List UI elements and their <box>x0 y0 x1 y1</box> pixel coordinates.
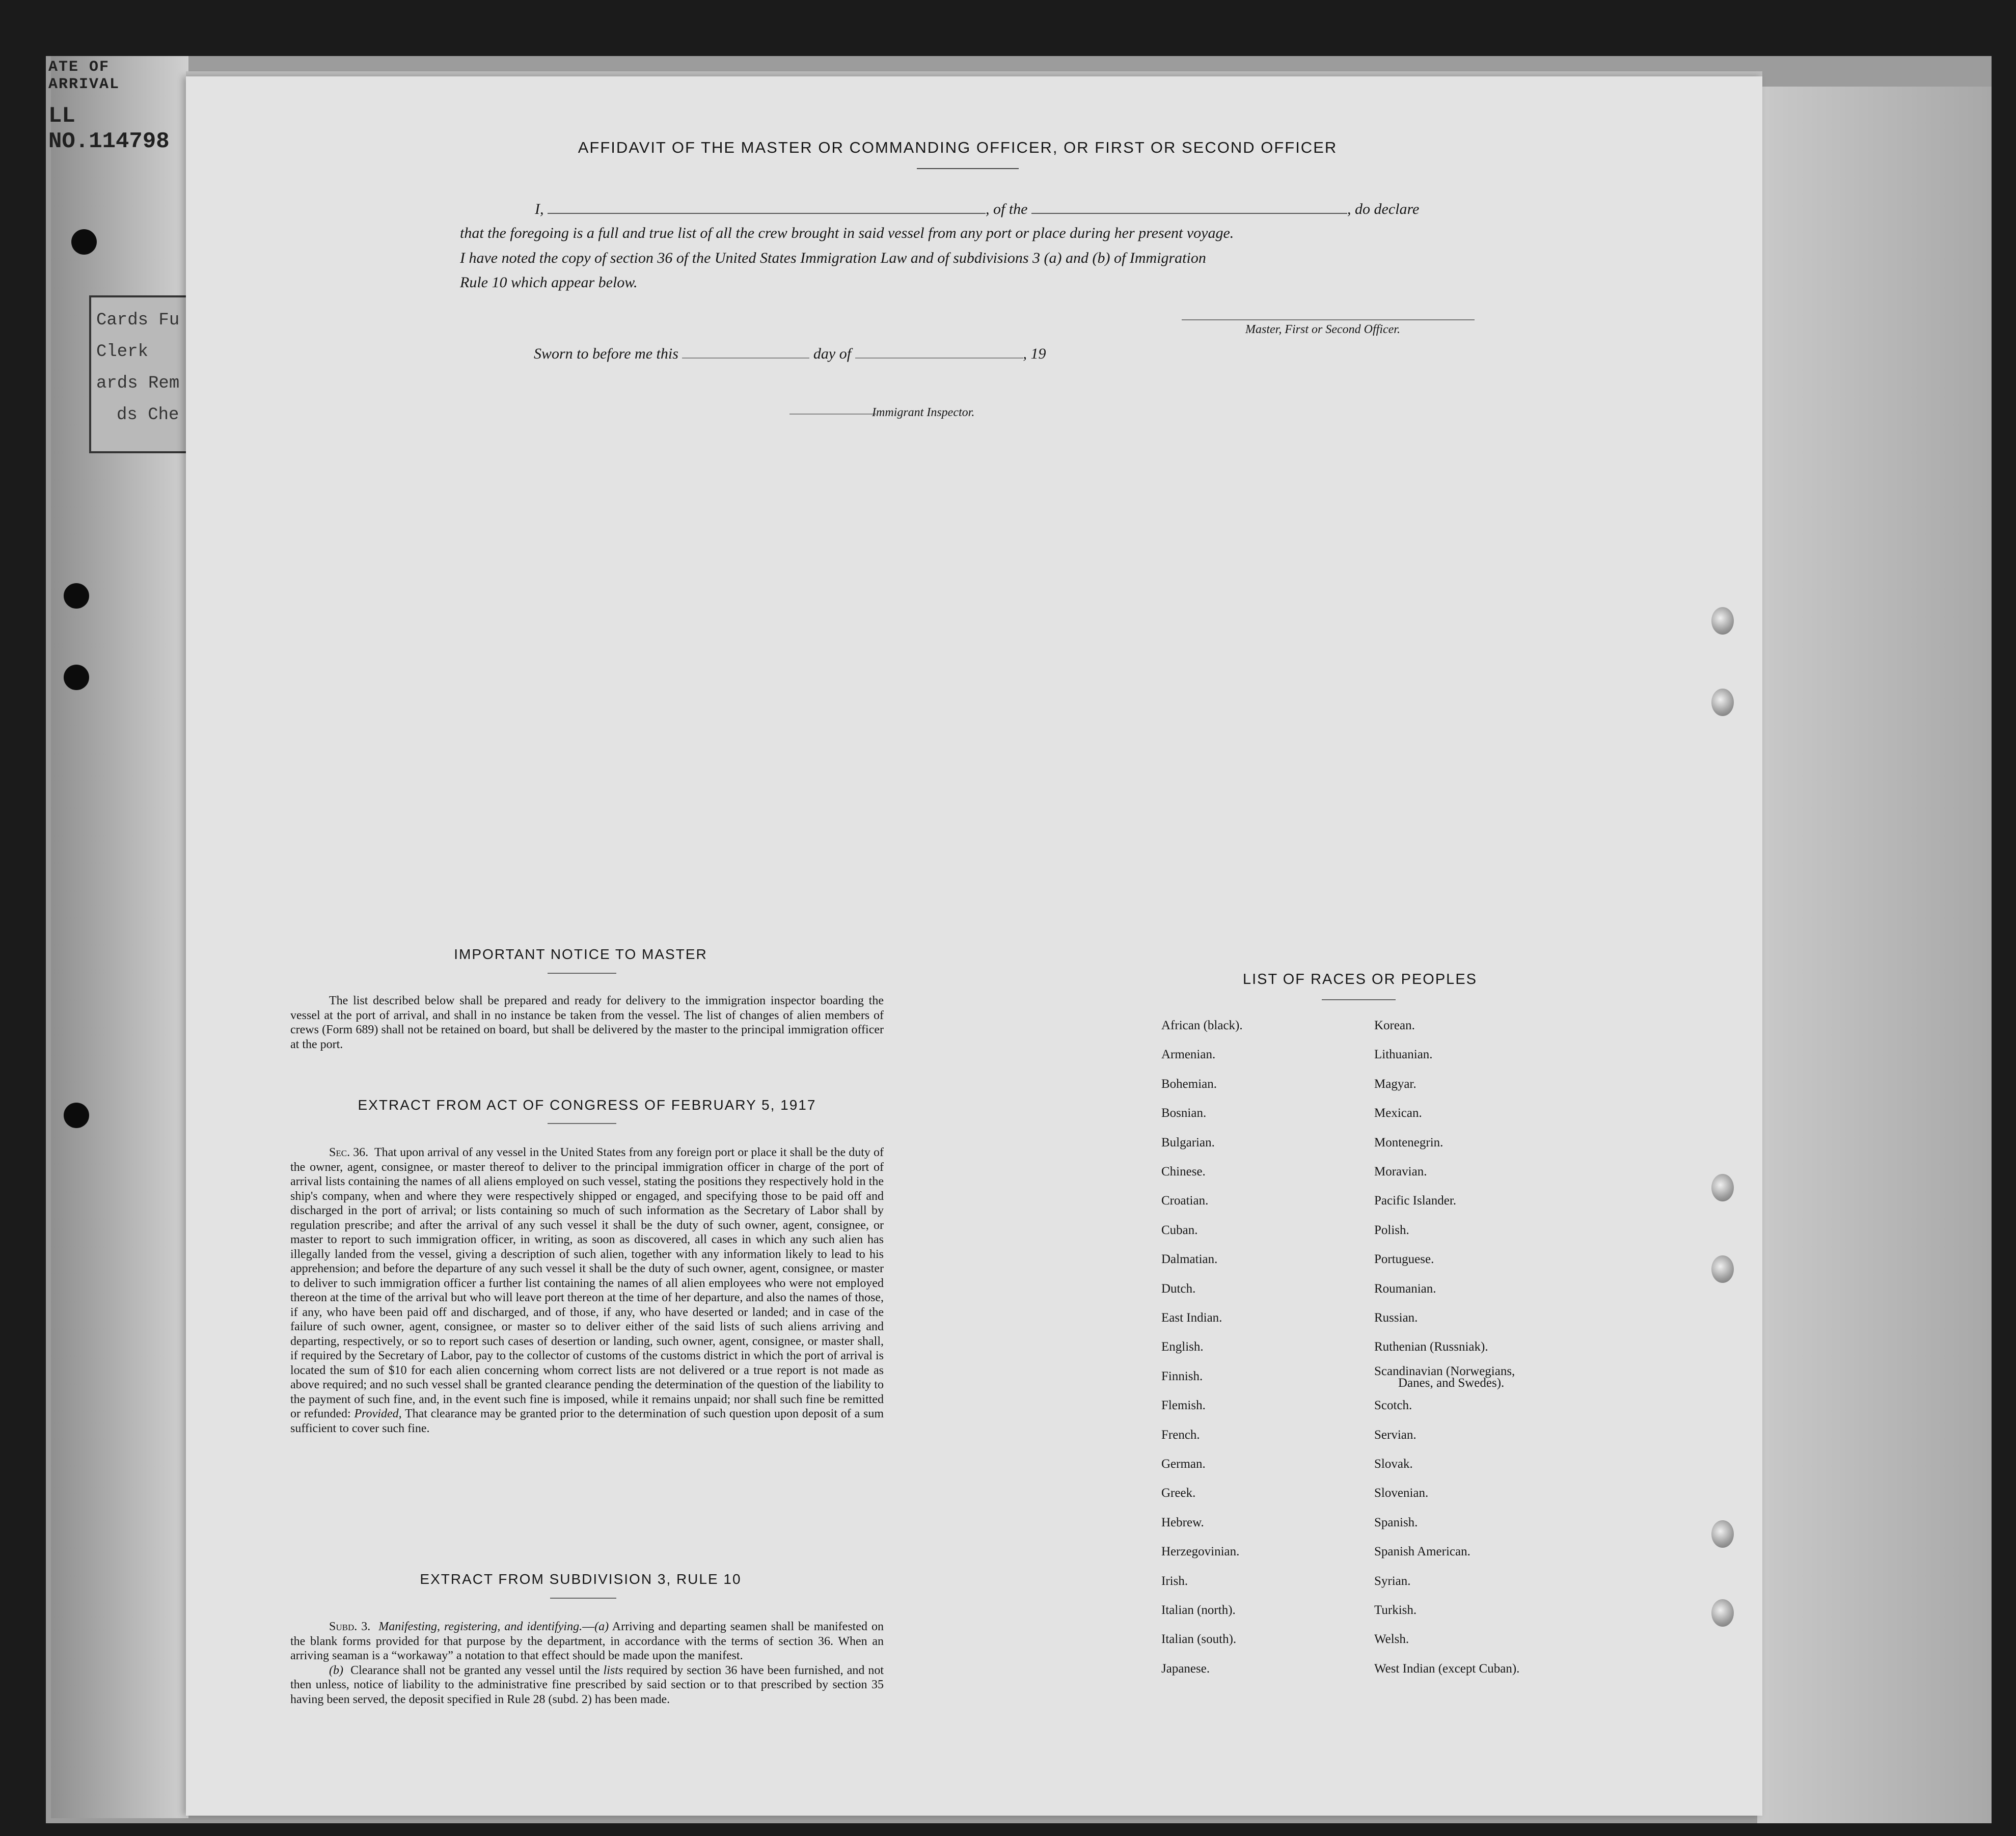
signature-label: Master, First or Second Officer. <box>1245 323 1400 336</box>
race-item: Flemish. <box>1161 1399 1206 1413</box>
race-item: Slovenian. <box>1374 1486 1429 1500</box>
race-item: Hebrew. <box>1161 1515 1204 1529</box>
stamp-line: Cards Fu <box>96 311 180 330</box>
race-item: Spanish American. <box>1374 1545 1470 1559</box>
day-blank <box>682 344 809 359</box>
race-item: Russian. <box>1374 1311 1418 1325</box>
race-item: Mexican. <box>1374 1106 1422 1120</box>
affidavit-title: AFFIDAVIT OF THE MASTER OR COMMANDING OFFICER, OR FIRST OR SECOND OFFICER <box>578 139 1338 156</box>
sworn-start: Sworn to before me this <box>534 345 678 362</box>
race-item: Greek. <box>1161 1486 1196 1500</box>
punch-hole <box>1711 689 1734 716</box>
races-title: LIST OF RACES OR PEOPLES <box>1242 971 1478 988</box>
punch-hole <box>64 1103 89 1128</box>
race-item: Cuban. <box>1161 1223 1198 1237</box>
race-item: Servian. <box>1374 1428 1416 1442</box>
race-item: Bohemian. <box>1161 1077 1217 1091</box>
race-item: Syrian. <box>1374 1574 1411 1588</box>
part-b-label: (b) <box>329 1663 343 1677</box>
underlying-sheet-right-edge <box>1757 87 1992 1823</box>
race-item: Polish. <box>1374 1223 1409 1237</box>
race-item: Roumanian. <box>1374 1281 1436 1296</box>
inspector-label: Immigrant Inspector. <box>872 406 975 419</box>
race-item: Slovak. <box>1374 1457 1413 1471</box>
race-item: Portuguese. <box>1374 1252 1434 1267</box>
stamp-line: ds Che <box>117 405 179 425</box>
sworn-line <box>534 344 1046 363</box>
stamp-line: Clerk <box>96 342 149 362</box>
race-item: Turkish. <box>1374 1603 1417 1617</box>
punch-hole <box>1711 607 1734 635</box>
race-item: Chinese. <box>1161 1165 1206 1179</box>
race-item: French. <box>1161 1428 1200 1442</box>
race-item: Finnish. <box>1161 1369 1203 1383</box>
notice-title: IMPORTANT NOTICE TO MASTER <box>454 946 707 962</box>
race-item: Lithuanian. <box>1374 1048 1433 1062</box>
race-item: Italian (south). <box>1161 1632 1237 1647</box>
title-rule <box>917 168 1019 169</box>
extract-rule-title: EXTRACT FROM SUBDIVISION 3, RULE 10 <box>420 1571 742 1587</box>
race-item: Italian (north). <box>1161 1603 1236 1617</box>
race-item: Pacific Islander. <box>1374 1194 1457 1208</box>
part-b-lists: lists <box>603 1663 623 1677</box>
race-item: Scandinavian (Norwegians, <box>1374 1364 1515 1378</box>
extract-act-rule <box>548 1123 616 1124</box>
affidavit-line-1 <box>535 200 1419 218</box>
race-item: Japanese. <box>1161 1661 1210 1676</box>
part-a-text: Arriving and departing seamen shall be manifested on the blank forms provided for that purpose by the department, in accordance with the terms of section 36. When an arriving seaman is a “workaway” a notation to that effect should be made upon the manifest. <box>290 1620 884 1662</box>
race-item: Dutch. <box>1161 1281 1196 1296</box>
sec-label: Sec. 36. <box>329 1146 369 1159</box>
affidavit-line-4: Rule 10 which appear below. <box>460 274 638 291</box>
name-blank <box>548 200 986 214</box>
subd-label: Subd. 3. <box>329 1620 371 1633</box>
part-a-label: (a) <box>594 1620 609 1633</box>
extract-rule-body: Subd. 3. Manifesting, registering, and identifying.—(a) Arriving and departing seamen shall be manifested on the blank forms provided for that purpose by the department, in accordance with the terms of section 36. When an arriving seaman is a “workaway” a notation to that effect should be made upon the manifest. (b) Clearance shall not be granted any vessel until the lists required by section 36 have been furnished, and not then unless, notice of liability to the administrative fine prescribed by said section or to that prescribed by section 35 having been served, the deposit specified in Rule 28 (subd. 2) has been made. <box>290 1620 884 1706</box>
punch-hole <box>64 665 89 690</box>
stamp-line: ards Rem <box>96 374 180 393</box>
race-item: Herzegovinian. <box>1161 1545 1240 1559</box>
punch-hole <box>1711 1255 1734 1283</box>
race-item: Spanish. <box>1374 1515 1418 1529</box>
race-item-continuation: Danes, and Swedes). <box>1398 1376 1505 1390</box>
signature-line <box>1182 319 1475 320</box>
race-item: Magyar. <box>1374 1077 1416 1091</box>
punch-hole <box>64 583 89 609</box>
notice-body: The list described below shall be prepared and ready for delivery to the immigration inspector boarding the vessel at the port of arrival, and shall in no instance be taken from the vessel. The list of changes of alien members of crews (Form 689) shall not be retained on board, but shall be delivered by the master to the principal immigration officer at the port. <box>290 994 884 1051</box>
race-item: Dalmatian. <box>1161 1252 1218 1267</box>
race-item: Moravian. <box>1374 1165 1427 1179</box>
affidavit-line-2: that the foregoing is a full and true list of all the crew brought in said vessel from any port or place during her present voyage. <box>460 225 1234 241</box>
race-item: Croatian. <box>1161 1194 1209 1208</box>
race-item: East Indian. <box>1161 1311 1222 1325</box>
vessel-blank <box>1031 200 1347 214</box>
extract-act-body <box>290 1145 884 1436</box>
race-item: Korean. <box>1374 1019 1415 1032</box>
race-item: Scotch. <box>1374 1399 1412 1413</box>
notice-rule <box>548 973 616 974</box>
extract-rule-rule <box>550 1598 616 1599</box>
sec36-text: That upon arrival of any vessel in the United States from any foreign port or place it shall be the duty of the owner, agent, consignee, or master thereof to deliver to the principal immigration officer in charge of the port of arrival lists containing the names of all aliens employed on such vessel, stating the positions they respectively hold in the ship's company, when and where they were respectively shipped or engaged, and specifying those to be paid off and discharged in the port of arrival; or lists containing so much of such information as the Secretary of Labor shall by regulation prescribe; and after the arrival of any such vessel it shall be the duty of such owner, agent, consignee, or master to report to such immigration officer, in writing, as soon as discovered, all cases in which any such alien has illegally landed from the vessel, giving a description of such alien, together with any information likely to lead to his apprehension; and before the departure of any such vessel it shall be the duty of such owner, agent, consignee, or master to deliver to such immigration officer a further list containing the names of all alien employees who were not employed thereon at the time of the arrival but who will leave port thereon at the time of her departure, and also the names of those, if any, who have been paid off and discharged, and of those, if any, who have deserted or landed; and in case of the failure of such owner, agent, consignee, or master so to deliver either of the said lists of such aliens arriving and departing, respectively, or so to report such cases of desertion or landing, such owner, agent, consignee, or master shall, if required by the Secretary of Labor, pay to the collector of customs of the customs district in which the port of arrival is located the sum of $10 for each alien concerning whom correct lists are not delivered or a true report is not made as above required; and no such vessel shall be granted clearance pending the determination of the question of the liability to the payment of such fine, and, in the event such fine is imposed, while it remains unpaid; nor shall such fine be remitted or refunded: <box>290 1146 884 1420</box>
sworn-end: , 19 <box>1023 345 1046 362</box>
subd-italic: Manifesting, registering, and identifying. <box>378 1620 583 1633</box>
punch-hole <box>1711 1520 1734 1548</box>
race-item: Bosnian. <box>1161 1106 1207 1120</box>
race-item: Montenegrin. <box>1374 1135 1443 1149</box>
part-b-text-2: required by section 36 have been furnished, and not then unless, notice of liability to the administrative fine prescribed by said section or to that prescribed by section 35 having been served, the deposit specified in Rule 28 (subd. 2) has been made. <box>290 1663 884 1706</box>
race-item: West Indian (except Cuban). <box>1374 1661 1520 1676</box>
sworn-mid: day of <box>813 345 852 362</box>
races-rule <box>1322 999 1396 1000</box>
proviso-text: That clearance may be granted prior to the determination of such question upon deposit of a sum sufficient to cover such fine. <box>290 1407 884 1435</box>
race-item: Bulgarian. <box>1161 1135 1215 1149</box>
race-item: Irish. <box>1161 1574 1188 1588</box>
punch-hole <box>1711 1174 1734 1201</box>
race-item: Ruthenian (Russniak). <box>1374 1340 1488 1354</box>
affidavit-line1-start: I, <box>535 201 544 217</box>
race-item: German. <box>1161 1457 1206 1471</box>
list-number: LL NO.114798 <box>48 103 170 154</box>
arrival-header: ATE OF ARRIVAL <box>48 59 120 93</box>
extract-act-title: EXTRACT FROM ACT OF CONGRESS OF FEBRUARY 5, 1917 <box>358 1097 816 1113</box>
race-item: English. <box>1161 1340 1204 1354</box>
punch-hole <box>71 229 97 255</box>
proviso-word: Provided, <box>354 1407 402 1420</box>
arrival-stub <box>48 59 191 154</box>
race-item: African (black). <box>1161 1019 1243 1032</box>
affidavit-line1-end: , do declare <box>1347 201 1420 217</box>
part-b-text-1: Clearance shall not be granted any vessel until the <box>350 1663 600 1677</box>
month-blank <box>855 344 1023 359</box>
affidavit-line1-mid: , of the <box>986 201 1028 217</box>
race-item: Armenian. <box>1161 1048 1216 1062</box>
race-item: Welsh. <box>1374 1632 1409 1647</box>
affidavit-line-3: I have noted the copy of section 36 of the United States Immigration Law and of subdivisions 3 (a) and (b) of Immigration <box>460 250 1206 266</box>
inspector-line <box>789 414 876 415</box>
punch-hole <box>1711 1599 1734 1627</box>
